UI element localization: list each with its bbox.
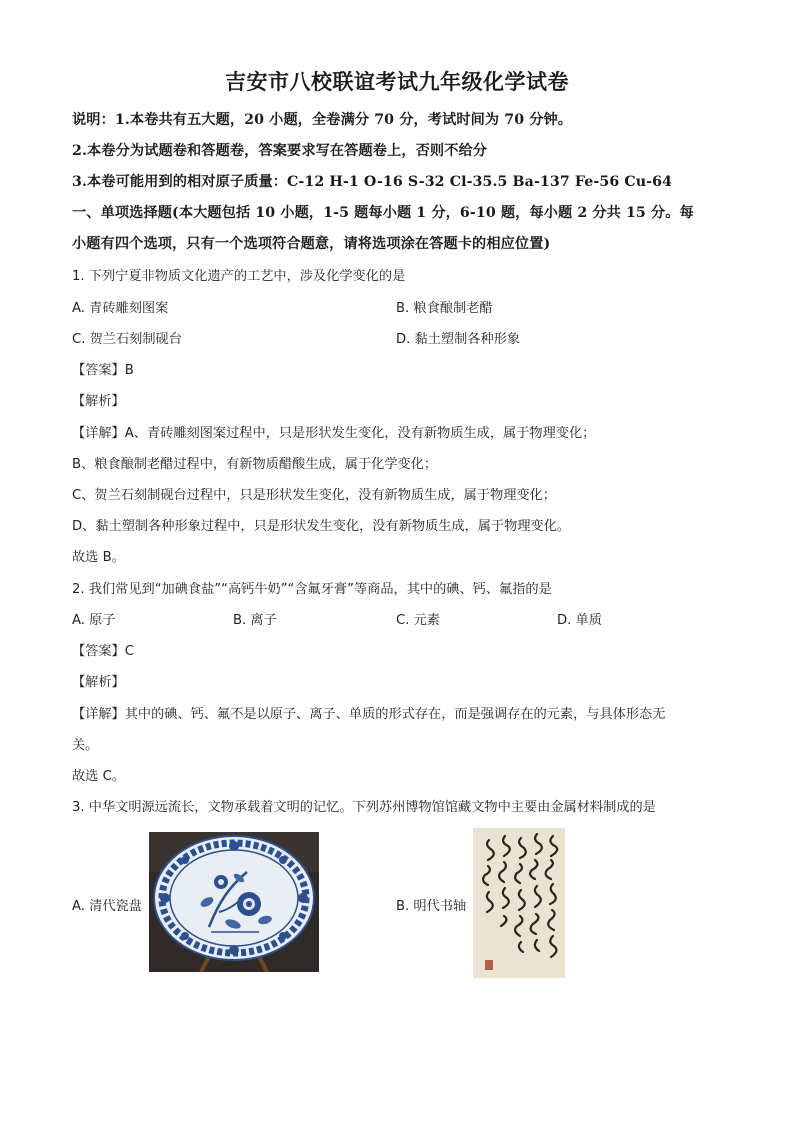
- question-1-detail-4: D、黏土塑制各种形象过程中，只是形状发生变化，没有新物质生成，属于物理变化。: [72, 519, 571, 534]
- exam-note-3: 3.本卷可能用到的相对原子质量：C-12 H-1 O-16 S-32 Cl-35.5 Ba-137 Fe-56 Cu-64: [72, 174, 673, 190]
- section-heading-line-2: 小题有四个选项，只有一个选项符合题意，请将选项涂在答题卡的相应位置): [72, 236, 551, 252]
- question-2-analysis-label: 【解析】: [72, 675, 125, 690]
- question-1-answer: 【答案】B: [72, 363, 134, 378]
- question-1-option-b: B. 粮食酿制老醋: [396, 301, 493, 316]
- question-1-conclusion: 故选 B。: [72, 550, 125, 565]
- question-1-analysis-label: 【解析】: [72, 394, 125, 409]
- question-1-option-c: C. 贺兰石刻制砚台: [72, 332, 182, 347]
- page-title: 吉安市八校联谊考试九年级化学试卷: [225, 69, 569, 94]
- section-heading-line-1: 一、单项选择题(本大题包括 10 小题，1-5 题每小题 1 分，6-10 题，每小题 2 分共 15 分。每: [72, 205, 694, 221]
- question-1-stem: 1. 下列宁夏非物质文化遗产的工艺中，涉及化学变化的是: [72, 269, 406, 284]
- porcelain-plate-drawing: [149, 832, 319, 972]
- question-2-option-c: C. 元素: [396, 613, 440, 628]
- question-2-option-d: D. 单质: [557, 613, 602, 628]
- question-2-detail-2: 关。: [72, 738, 99, 753]
- qing-porcelain-plate-image: [149, 832, 319, 972]
- question-1-option-a: A. 青砖雕刻图案: [72, 301, 169, 316]
- question-1-option-d: D. 黏土塑制各种形象: [396, 332, 521, 347]
- calligraphy-scroll-drawing: [473, 828, 565, 978]
- ming-calligraphy-scroll-image: [473, 828, 565, 978]
- question-3-option-b: B. 明代书轴: [396, 899, 467, 914]
- question-3-option-a: A. 清代瓷盘: [72, 899, 142, 914]
- question-2-stem: 2. 我们常见到“加碘食盐”“高钙牛奶”“含氟牙膏”等商品，其中的碘、钙、氟指的是: [72, 582, 552, 597]
- question-2-option-a: A. 原子: [72, 613, 116, 628]
- exam-note-1: 说明：1.本卷共有五大题，20 小题，全卷满分 70 分，考试时间为 70 分钟。: [72, 112, 573, 128]
- question-2-answer: 【答案】C: [72, 644, 134, 659]
- question-2-conclusion: 故选 C。: [72, 769, 125, 784]
- question-2-detail-1: 【详解】其中的碘、钙、氟不是以原子、离子、单质的形式存在，而是强调存在的元素，与具体形态无: [72, 707, 666, 722]
- question-2-option-b: B. 离子: [233, 613, 277, 628]
- question-1-detail-3: C、贺兰石刻制砚台过程中，只是形状发生变化，没有新物质生成，属于物理变化；: [72, 488, 556, 503]
- exam-note-2: 2.本卷分为试题卷和答题卷，答案要求写在答题卷上，否则不给分: [72, 143, 488, 159]
- question-3-stem: 3. 中华文明源远流长，文物承载着文明的记忆。下列苏州博物馆馆藏文物中主要由金属材料制成的是: [72, 800, 656, 815]
- question-1-detail-1: 【详解】A、青砖雕刻图案过程中，只是形状发生变化，没有新物质生成，属于物理变化；: [72, 426, 596, 441]
- question-1-detail-2: B、粮食酿制老醋过程中，有新物质醋酸生成，属于化学变化；: [72, 457, 438, 472]
